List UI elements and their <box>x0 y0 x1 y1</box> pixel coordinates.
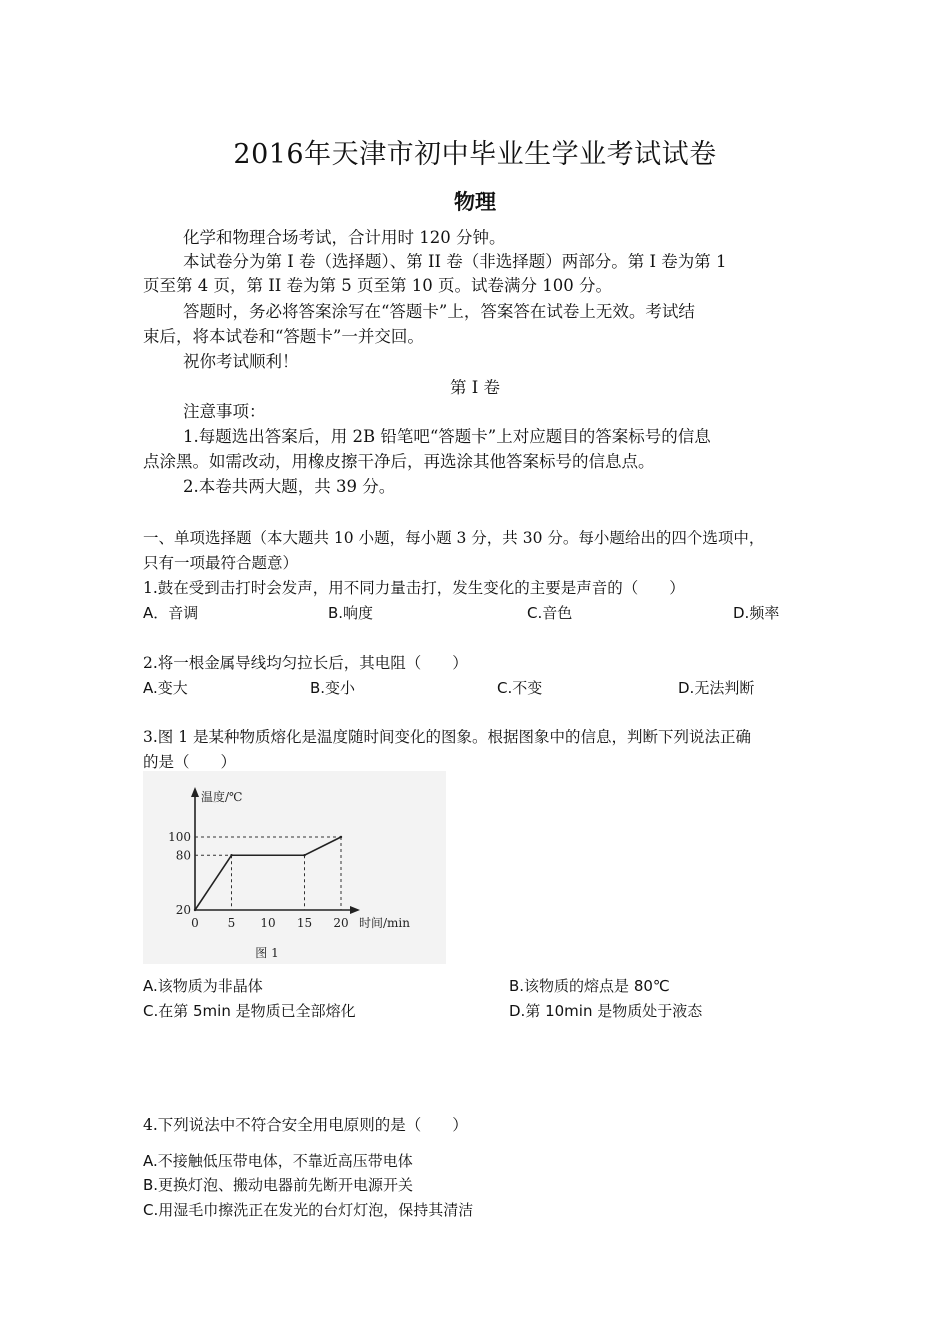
question-3-option-b: B.该物质的熔点是 80℃ <box>509 977 670 995</box>
note-1a: 1.每题选出答案后，用 2B 铅笔吧“答题卡”上对应题目的答案标号的信息 <box>183 427 711 446</box>
melting-curve-svg <box>143 771 446 964</box>
x-tick-5: 5 <box>227 916 236 930</box>
question-4-option-b: B.更换灯泡、搬动电器前先断开电源开关 <box>143 1176 414 1194</box>
question-3-stem-b: 的是（ ） <box>143 753 237 771</box>
question-2-option-a: A.变大 <box>143 679 188 697</box>
chart-labels <box>168 789 410 960</box>
subject-heading: 物理 <box>454 190 496 214</box>
y-tick-80: 80 <box>175 848 191 863</box>
question-4-option-c: C.用湿毛巾擦洗正在发光的台灯灯泡，保持其清洁 <box>143 1201 474 1219</box>
note-2: 2.本卷共两大题，共 39 分。 <box>183 477 396 496</box>
data-point-0 <box>194 909 196 911</box>
intro-line-2b: 页至第 4 页，第 II 卷为第 5 页至第 10 页。试卷满分 100 分。 <box>143 276 612 295</box>
question-1-stem: 1.鼓在受到击打时会发声，用不同力量击打，发生变化的主要是声音的（ ） <box>143 579 685 597</box>
part1-heading-a: 一、单项选择题（本大题共 10 小题，每小题 3 分，共 30 分。每小题给出的四个选项中， <box>143 529 765 547</box>
note-1b: 点涂黑。如需改动，用橡皮擦干净后，再选涂其他答案标号的信息点。 <box>143 452 655 471</box>
y-tick-20: 20 <box>175 903 191 917</box>
y-axis-arrow <box>191 787 199 797</box>
x-axis-arrow <box>350 906 360 914</box>
question-2-option-d: D.无法判断 <box>678 679 755 697</box>
question-2-option-b: B.变小 <box>310 679 356 697</box>
question-3-option-d: D.第 10min 是物质处于液态 <box>509 1002 703 1020</box>
x-tick-0: 0 <box>191 916 199 930</box>
data-point-3 <box>340 836 342 838</box>
volume-heading: 第 I 卷 <box>449 378 500 397</box>
part1-heading-b: 只有一项最符合题意） <box>143 554 299 572</box>
figure-caption: 图 1 <box>255 946 279 960</box>
notice-title: 注意事项： <box>183 402 266 421</box>
question-1-option-d: D.频率 <box>733 604 780 622</box>
question-1-option-a: A．音调 <box>143 604 199 622</box>
intro-line-3b: 束后，将本试卷和“答题卡”一并交回。 <box>143 327 424 346</box>
question-4-option-a: A.不接触低压带电体，不靠近高压带电体 <box>143 1152 413 1170</box>
x-tick-10: 10 <box>260 916 276 930</box>
intro-line-1: 化学和物理合场考试，合计用时 120 分钟。 <box>183 228 506 247</box>
chart-axes <box>191 787 360 914</box>
x-tick-20: 20 <box>333 916 349 930</box>
question-4-stem: 4.下列说法中不符合安全用电原则的是（ ） <box>143 1116 468 1134</box>
question-3-stem-a: 3.图 1 是某种物质熔化是温度随时间变化的图象。根据图象中的信息，判断下列说法正确 <box>143 728 752 746</box>
x-axis-label: 时间/min <box>359 916 410 930</box>
intro-line-3a: 答题时，务必将答案涂写在“答题卡”上，答案答在试卷上无效。考试结 <box>183 302 695 321</box>
y-tick-100: 100 <box>168 830 191 844</box>
intro-line-2a: 本试卷分为第 I 卷（选择题）、第 II 卷（非选择题）两部分。第 I 卷为第 1 <box>183 252 727 271</box>
chart-series <box>194 836 342 911</box>
intro-line-4: 祝你考试顺利！ <box>183 352 299 371</box>
question-3-option-c: C.在第 5min 是物质已全部熔化 <box>143 1002 356 1020</box>
y-axis-label: 温度/℃ <box>201 790 243 804</box>
question-2-option-c: C.不变 <box>497 679 543 697</box>
page-title: 2016年天津市初中毕业生学业考试试卷 <box>233 139 717 170</box>
figure-1-chart <box>143 771 446 964</box>
question-1-option-c: C.音色 <box>527 604 573 622</box>
question-3-option-a: A.该物质为非晶体 <box>143 977 263 995</box>
x-tick-15: 15 <box>296 916 313 930</box>
data-point-1 <box>230 854 232 856</box>
question-1-option-b: B.响度 <box>328 604 374 622</box>
question-2-stem: 2.将一根金属导线均匀拉长后，其电阻（ ） <box>143 654 468 672</box>
data-point-2 <box>303 854 305 856</box>
temperature-curve <box>195 837 341 910</box>
